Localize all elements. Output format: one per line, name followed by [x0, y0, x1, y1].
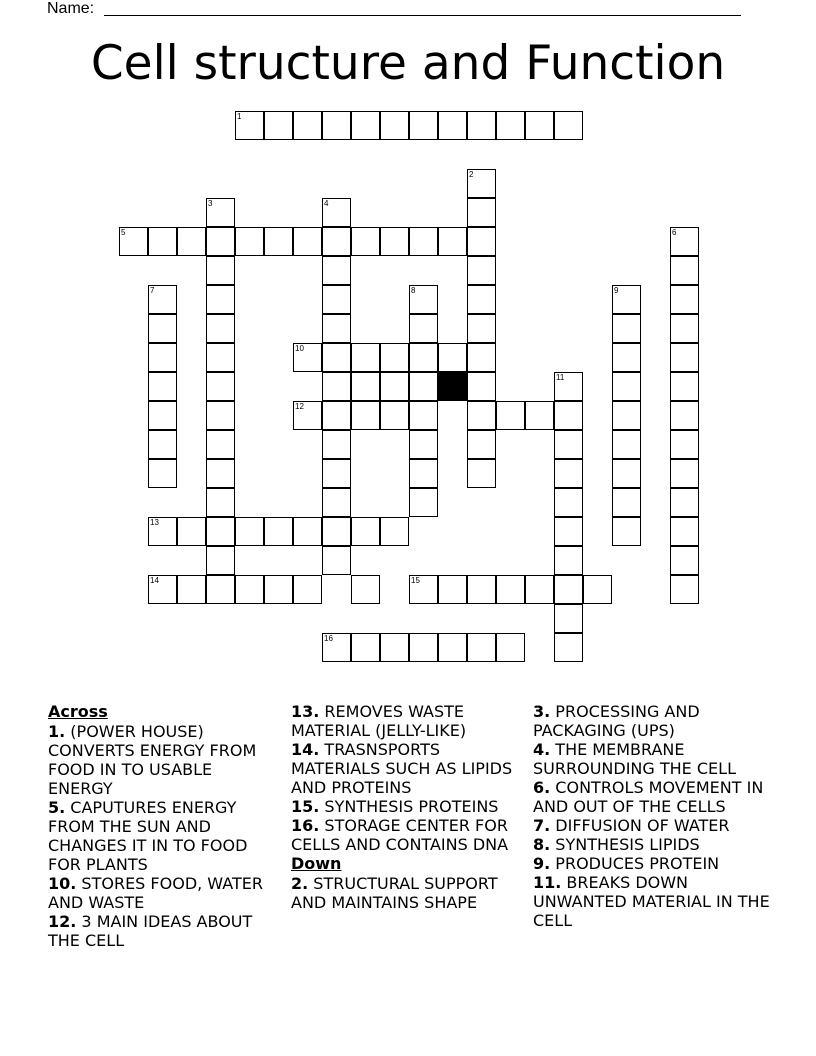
clue-number: 3 [208, 199, 213, 208]
grid-cell[interactable] [177, 575, 206, 604]
clue-down-6: 6. CONTROLS MOVEMENT IN AND OUT OF THE CELLS [533, 778, 764, 816]
clue-down-7: 7. DIFFUSION OF WATER [533, 816, 730, 835]
grid-cell[interactable] [467, 633, 496, 662]
grid-cell[interactable] [409, 285, 438, 314]
black-cell [438, 372, 467, 401]
grid-cell[interactable] [554, 459, 583, 488]
grid-cell[interactable] [322, 401, 351, 430]
grid-cell[interactable] [206, 372, 235, 401]
grid-cell[interactable] [206, 459, 235, 488]
grid-cell[interactable] [438, 633, 467, 662]
grid-cell[interactable] [380, 517, 409, 546]
grid-cell[interactable] [206, 488, 235, 517]
grid-cell[interactable] [409, 430, 438, 459]
clue-number: 16 [324, 634, 333, 643]
grid-cell[interactable] [670, 517, 699, 546]
grid-cell[interactable] [322, 430, 351, 459]
grid-cell[interactable] [148, 459, 177, 488]
clue-number: 12 [295, 402, 304, 411]
clue-down-3: 3. PROCESSING AND PACKAGING (UPS) [533, 702, 700, 740]
clue-number: 9 [614, 286, 619, 295]
grid-cell[interactable] [148, 575, 177, 604]
grid-cell[interactable] [409, 227, 438, 256]
name-label: Name: [47, 0, 95, 17]
grid-cell[interactable] [206, 575, 235, 604]
grid-cell[interactable] [467, 430, 496, 459]
clue-down-4: 4. THE MEMBRANE SURROUNDING THE CELL [533, 740, 736, 778]
grid-cell[interactable] [409, 401, 438, 430]
grid-cell[interactable] [670, 256, 699, 285]
grid-cell[interactable] [322, 372, 351, 401]
grid-cell[interactable] [554, 517, 583, 546]
clue-across-5: 5. CAPUTURES ENERGY FROM THE SUN AND CHANGES IT IN TO FOOD FOR PLANTS [48, 798, 248, 874]
grid-cell[interactable] [235, 575, 264, 604]
grid-cell[interactable] [293, 227, 322, 256]
clue-number: 1 [237, 112, 242, 121]
grid-cell[interactable] [322, 285, 351, 314]
grid-cell[interactable] [148, 285, 177, 314]
clue-number: 4 [324, 199, 329, 208]
grid-cell[interactable] [148, 343, 177, 372]
grid-cell[interactable] [206, 343, 235, 372]
grid-cell[interactable] [380, 227, 409, 256]
grid-cell[interactable] [351, 343, 380, 372]
grid-cell[interactable] [612, 401, 641, 430]
grid-cell[interactable] [409, 633, 438, 662]
grid-cell[interactable] [467, 343, 496, 372]
grid-cell[interactable] [438, 111, 467, 140]
grid-cell[interactable] [467, 169, 496, 198]
grid-cell[interactable] [351, 401, 380, 430]
clue-column-1 [48, 702, 280, 950]
grid-cell[interactable] [409, 488, 438, 517]
clue-across-12: 12. 3 MAIN IDEAS ABOUT THE CELL [48, 912, 253, 950]
grid-cell[interactable] [525, 575, 554, 604]
clue-across-10: 10. STORES FOOD, WATER AND WASTE [48, 874, 263, 912]
grid-cell[interactable] [380, 372, 409, 401]
clue-number: 5 [121, 228, 126, 237]
grid-cell[interactable] [496, 575, 525, 604]
clue-across-13: 13. REMOVES WASTE MATERIAL (JELLY-LIKE) [291, 702, 467, 740]
grid-cell[interactable] [351, 517, 380, 546]
grid-cell[interactable] [554, 604, 583, 633]
grid-cell[interactable] [496, 401, 525, 430]
grid-cell[interactable] [119, 227, 148, 256]
grid-cell[interactable] [206, 285, 235, 314]
grid-cell[interactable] [148, 517, 177, 546]
grid-cell[interactable] [670, 430, 699, 459]
grid-cell[interactable] [322, 517, 351, 546]
grid-cell[interactable] [612, 517, 641, 546]
clue-across-15: 15. SYNTHESIS PROTEINS [291, 797, 499, 816]
grid-cell[interactable] [380, 111, 409, 140]
grid-cell[interactable] [554, 575, 583, 604]
grid-cell[interactable] [235, 227, 264, 256]
grid-cell[interactable] [612, 285, 641, 314]
grid-cell[interactable] [322, 227, 351, 256]
grid-cell[interactable] [322, 314, 351, 343]
grid-cell[interactable] [293, 401, 322, 430]
grid-cell[interactable] [467, 285, 496, 314]
grid-cell[interactable] [206, 546, 235, 575]
grid-cell[interactable] [554, 372, 583, 401]
grid-cell[interactable] [670, 459, 699, 488]
grid-cell[interactable] [206, 430, 235, 459]
grid-cell[interactable] [206, 227, 235, 256]
grid-cell[interactable] [351, 111, 380, 140]
clue-number: 11 [556, 373, 565, 382]
grid-cell[interactable] [293, 517, 322, 546]
grid-cell[interactable] [670, 488, 699, 517]
clue-number: 2 [469, 170, 474, 179]
grid-cell[interactable] [351, 227, 380, 256]
clue-number: 13 [150, 518, 159, 527]
grid-cell[interactable] [467, 256, 496, 285]
grid-cell[interactable] [409, 575, 438, 604]
grid-cell[interactable] [612, 430, 641, 459]
clue-number: 14 [150, 576, 159, 585]
grid-cell[interactable] [264, 517, 293, 546]
grid-cell[interactable] [293, 111, 322, 140]
across-heading: Across [48, 702, 108, 721]
grid-cell[interactable] [177, 227, 206, 256]
grid-cell[interactable] [554, 633, 583, 662]
grid-cell[interactable] [467, 459, 496, 488]
clue-down-9: 9. PRODUCES PROTEIN [533, 854, 720, 873]
grid-cell[interactable] [351, 372, 380, 401]
grid-cell[interactable] [467, 111, 496, 140]
grid-cell[interactable] [438, 575, 467, 604]
grid-cell[interactable] [235, 517, 264, 546]
grid-cell[interactable] [612, 459, 641, 488]
grid-cell[interactable] [293, 343, 322, 372]
clue-column-2 [291, 702, 527, 912]
grid-cell[interactable] [496, 111, 525, 140]
clue-across-14: 14. TRASNSPORTS MATERIALS SUCH AS LIPIDS AND PROTEINS [291, 740, 513, 797]
grid-cell[interactable] [351, 575, 380, 604]
clue-number: 8 [411, 286, 416, 295]
grid-cell[interactable] [148, 401, 177, 430]
grid-cell[interactable] [612, 488, 641, 517]
grid-cell[interactable] [322, 459, 351, 488]
clue-down-2: 2. STRUCTURAL SUPPORT AND MAINTAINS SHAPE [291, 874, 498, 912]
grid-cell[interactable] [409, 111, 438, 140]
grid-cell[interactable] [554, 111, 583, 140]
grid-cell[interactable] [670, 372, 699, 401]
grid-cell[interactable] [554, 401, 583, 430]
grid-cell[interactable] [496, 633, 525, 662]
grid-cell[interactable] [612, 372, 641, 401]
grid-cell[interactable] [264, 575, 293, 604]
grid-cell[interactable] [670, 314, 699, 343]
grid-cell[interactable] [554, 430, 583, 459]
grid-cell[interactable] [235, 111, 264, 140]
grid-cell[interactable] [467, 314, 496, 343]
clue-down-8: 8. SYNTHESIS LIPIDS [533, 835, 700, 854]
grid-cell[interactable] [148, 372, 177, 401]
grid-cell[interactable] [467, 198, 496, 227]
grid-cell[interactable] [670, 285, 699, 314]
grid-cell[interactable] [206, 517, 235, 546]
grid-cell[interactable] [322, 111, 351, 140]
grid-cell[interactable] [409, 343, 438, 372]
grid-cell[interactable] [670, 546, 699, 575]
clue-column-3 [533, 702, 773, 930]
grid-cell[interactable] [612, 343, 641, 372]
grid-cell[interactable] [409, 459, 438, 488]
clue-number: 7 [150, 286, 155, 295]
grid-cell[interactable] [554, 546, 583, 575]
grid-cell[interactable] [583, 575, 612, 604]
grid-cell[interactable] [264, 111, 293, 140]
page-title: Cell structure and Function [90, 36, 726, 91]
grid-cell[interactable] [670, 227, 699, 256]
grid-cell[interactable] [554, 488, 583, 517]
grid-cell[interactable] [467, 575, 496, 604]
grid-cell[interactable] [467, 227, 496, 256]
grid-cell[interactable] [148, 227, 177, 256]
grid-cell[interactable] [670, 343, 699, 372]
down-heading: Down [291, 854, 342, 873]
grid-cell[interactable] [612, 314, 641, 343]
grid-cell[interactable] [525, 401, 554, 430]
grid-cell[interactable] [409, 314, 438, 343]
grid-cell[interactable] [322, 488, 351, 517]
clue-down-11: 11. BREAKS DOWN UNWANTED MATERIAL IN THE CELL [533, 873, 770, 930]
grid-cell[interactable] [322, 546, 351, 575]
clue-number: 10 [295, 344, 304, 353]
grid-cell[interactable] [264, 227, 293, 256]
grid-cell[interactable] [293, 575, 322, 604]
grid-cell[interactable] [380, 401, 409, 430]
grid-cell[interactable] [467, 372, 496, 401]
grid-cell[interactable] [148, 314, 177, 343]
grid-cell[interactable] [670, 575, 699, 604]
grid-cell[interactable] [206, 256, 235, 285]
grid-cell[interactable] [206, 198, 235, 227]
grid-cell[interactable] [322, 343, 351, 372]
grid-cell[interactable] [380, 633, 409, 662]
clue-across-1: 1. (POWER HOUSE) CONVERTS ENERGY FROM FOOD IN TO USABLE ENERGY [48, 722, 257, 798]
grid-cell[interactable] [670, 401, 699, 430]
grid-cell[interactable] [206, 401, 235, 430]
grid-cell[interactable] [380, 343, 409, 372]
grid-cell[interactable] [438, 343, 467, 372]
grid-cell[interactable] [322, 198, 351, 227]
grid-cell[interactable] [409, 372, 438, 401]
grid-cell[interactable] [438, 227, 467, 256]
grid-cell[interactable] [322, 256, 351, 285]
grid-cell[interactable] [322, 633, 351, 662]
grid-cell[interactable] [148, 430, 177, 459]
grid-cell[interactable] [525, 111, 554, 140]
clue-number: 15 [411, 576, 420, 585]
grid-cell[interactable] [467, 401, 496, 430]
grid-cell[interactable] [206, 314, 235, 343]
clue-across-16: 16. STORAGE CENTER FOR CELLS AND CONTAINS DNA [291, 816, 509, 854]
grid-cell[interactable] [351, 633, 380, 662]
grid-cell[interactable] [177, 517, 206, 546]
clue-number: 6 [672, 228, 677, 237]
